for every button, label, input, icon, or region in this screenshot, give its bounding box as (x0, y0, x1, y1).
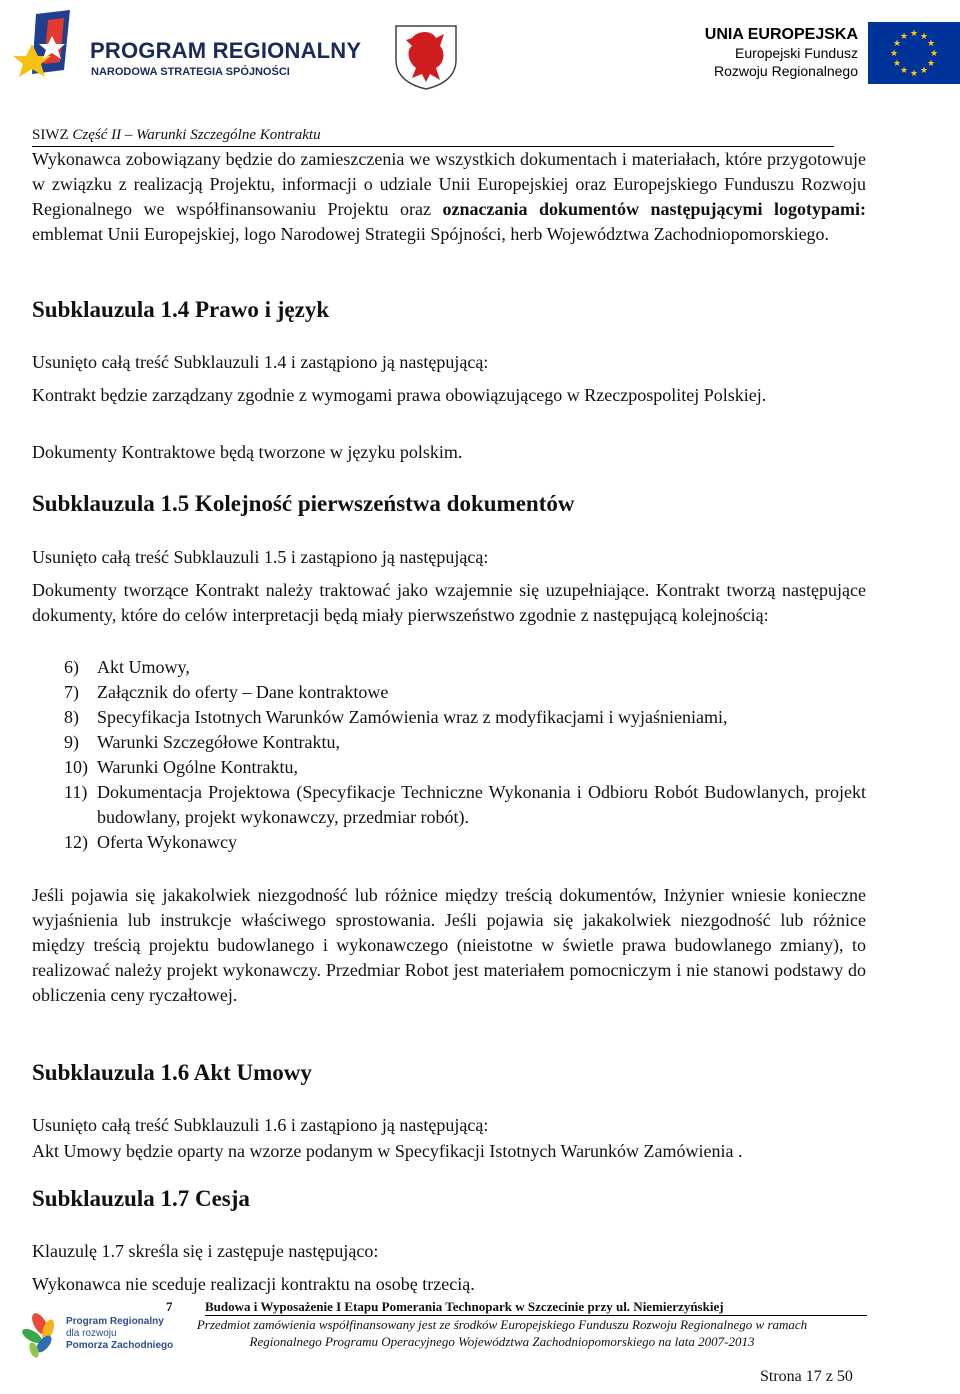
list-item (64, 705, 866, 730)
running-header (32, 126, 834, 147)
footer-logo-line3: Pomorza Zachodniego (66, 1340, 174, 1351)
svg-text:★: ★ (899, 32, 909, 42)
list-item-number: 6) (64, 657, 79, 677)
svg-text:★: ★ (909, 29, 919, 39)
running-header-title: Część II – Warunki Szczególne Kontraktu (72, 127, 321, 143)
document-priority-list (64, 655, 866, 855)
s14-intro: Usunięto całą treść Subklauzuli 1.4 i zastąpiono ją następującą: (32, 352, 489, 372)
pomorze-logo-icon (18, 1310, 64, 1360)
list-item-label: Warunki Ogólne Kontraktu, (97, 757, 299, 777)
s16-agreement-paragraph: Akt Umowy będzie oparty na wzorze podanym w Specyfikacji Istotnych Warunków Zamówienia . (32, 1141, 743, 1161)
svg-text:★: ★ (919, 66, 929, 76)
s14-language-paragraph: Dokumenty Kontraktowe będą tworzone w języku polskim. (32, 442, 463, 462)
intro-part2: emblemat Unii Europejskiej, logo Narodowej Strategii Spójności, herb Województwa Zachodniopomorskiego. (32, 224, 830, 244)
list-item (64, 680, 866, 705)
svg-text:★: ★ (926, 59, 936, 69)
list-item-number: 7) (64, 682, 79, 702)
heading-subklauzula-1-4: Subklauzula 1.4 Prawo i język (32, 297, 330, 322)
svg-text:★: ★ (892, 59, 902, 69)
program-title: PROGRAM REGIONALNY (90, 38, 362, 63)
list-item-label: Akt Umowy, (97, 657, 190, 677)
list-item-label: Załącznik do oferty – Dane kontraktowe (97, 682, 389, 702)
program-subtitle: NARODOWA STRATEGIA SPÓJNOŚCI (91, 66, 290, 78)
list-item-label: Oferta Wykonawcy (97, 832, 238, 852)
list-item-number: 12) (64, 832, 88, 852)
eu-flag (868, 22, 960, 84)
eu-fund-line2: Rozwoju Regionalnego (714, 63, 858, 79)
heading-subklauzula-1-7: Subklauzula 1.7 Cesja (32, 1186, 250, 1211)
program-regionalny-emblem-icon (8, 10, 88, 86)
intro-bold: oznaczania dokumentów następującymi logotypami: (442, 199, 866, 219)
intro-part1: Wykonawca zobowiązany będzie do zamieszczenia we wszystkich dokumentach i materiałach, które przygotowuje w związku z realizacją Projektu, informacji o udziale Unii Europejskiej oraz Europejskiego Funduszu Rozwoju Regionalnego we współfinansowaniu Projektu oraz (32, 149, 866, 219)
footer-project-title: Budowa i Wyposażenie I Etapu Pomerania Technopark w Szczecinie przy ul. Niemierzyńskiej (205, 1299, 867, 1316)
svg-text:★: ★ (899, 66, 909, 76)
heading-subklauzula-1-6: Subklauzula 1.6 Akt Umowy (32, 1060, 312, 1085)
svg-text:★: ★ (892, 39, 902, 49)
list-item-label: Specyfikacja Istotnych Warunków Zamówienia wraz z modyfikacjami i wyjaśnieniami, (97, 707, 728, 727)
zachodniopomorskie-crest (394, 24, 458, 90)
footer-number: 7 (166, 1299, 173, 1314)
eu-text-block (705, 26, 858, 80)
list-item-number: 9) (64, 732, 79, 752)
list-item (64, 730, 866, 755)
list-item-number: 11) (64, 782, 88, 802)
list-item-label: Dokumentacja Projektowa (Specyfikacje Techniczne Wykonania i Odbioru Robót Budowlanych, projekt budowlany, projekt wykonawczy, przedmiar robót). (97, 782, 866, 827)
griffin-crest-icon (394, 24, 458, 90)
s15-discrepancy-paragraph: Jeśli pojawia się jakakolwiek niezgodność lub różnice między treścią dokumentów, Inżynier wniesie konieczne wyjaśnienia lub instrukcje właściwego sprostowania. Jeśli pojawia się jakakolwiek niezgodność lub różnice między treścią projektu budowlanego i wykonawczego (nieistotne w świetle prawa budowlanego zmiany), to realizować należy projekt wykonawczy. Przedmiar Robot jest materiałem pomocniczym i nie stanowi podstawy do obliczenia ceny ryczałtowej. (32, 885, 866, 1005)
list-item (64, 755, 866, 780)
program-regionalny-logo (8, 10, 362, 86)
list-item-number: 8) (64, 707, 79, 727)
svg-text:★: ★ (929, 49, 939, 59)
s15-documents-paragraph: Dokumenty tworzące Kontrakt należy traktować jako wzajemnie się uzupełniające. Kontrakt tworzą następujące dokumenty, które do celów interpretacji będą miały pierwszeństwo zgodnie z następującą kolejnością: (32, 580, 866, 625)
list-item (64, 780, 866, 830)
page-number: Strona 17 z 50 (760, 1368, 853, 1385)
s16-intro: Usunięto całą treść Subklauzuli 1.6 i zastąpiono ją następującą: (32, 1115, 489, 1135)
s17-intro: Klauzulę 1.7 skreśla się i zastępuje następująco: (32, 1241, 379, 1261)
svg-text:★: ★ (889, 49, 899, 59)
list-item (64, 830, 866, 855)
eu-title: UNIA EUROPEJSKA (704, 26, 858, 43)
svg-text:★: ★ (926, 39, 936, 49)
svg-text:★: ★ (919, 32, 929, 42)
list-item (64, 655, 866, 680)
intro-paragraph (32, 147, 866, 247)
svg-text:★: ★ (909, 69, 919, 79)
footer-logo-line2: dla rozwoju (66, 1328, 117, 1339)
list-item-number: 10) (64, 757, 88, 777)
heading-subklauzula-1-5: Subklauzula 1.5 Kolejność pierwszeństwa dokumentów (32, 491, 575, 516)
eu-flag-icon (868, 22, 960, 84)
s14-law-paragraph: Kontrakt będzie zarządzany zgodnie z wymogami prawa obowiązującego w Rzeczpospolitej Polskiej. (32, 385, 767, 405)
running-header-prefix: SIWZ (32, 127, 73, 143)
eu-fund-line: Europejski Fundusz (735, 45, 858, 61)
s17-assignment-paragraph: Wykonawca nie sceduje realizacji kontraktu na osobę trzecią. (32, 1274, 475, 1294)
footer-logo-line1: Program Regionalny (66, 1316, 164, 1327)
footer-funding-note: Przedmiot zamówienia współfinansowany jest ze środków Europejskiego Funduszu Rozwoju Regionalnego w ramach Regionalnego Programu Operacyjnego Województwa Zachodniopomorskiego na lata 2007-2013 (196, 1317, 808, 1349)
footer-program-logo (18, 1308, 174, 1364)
s15-intro: Usunięto całą treść Subklauzuli 1.5 i zastąpiono ją następującą: (32, 547, 489, 567)
list-item-label: Warunki Szczegółowe Kontraktu, (97, 732, 340, 752)
